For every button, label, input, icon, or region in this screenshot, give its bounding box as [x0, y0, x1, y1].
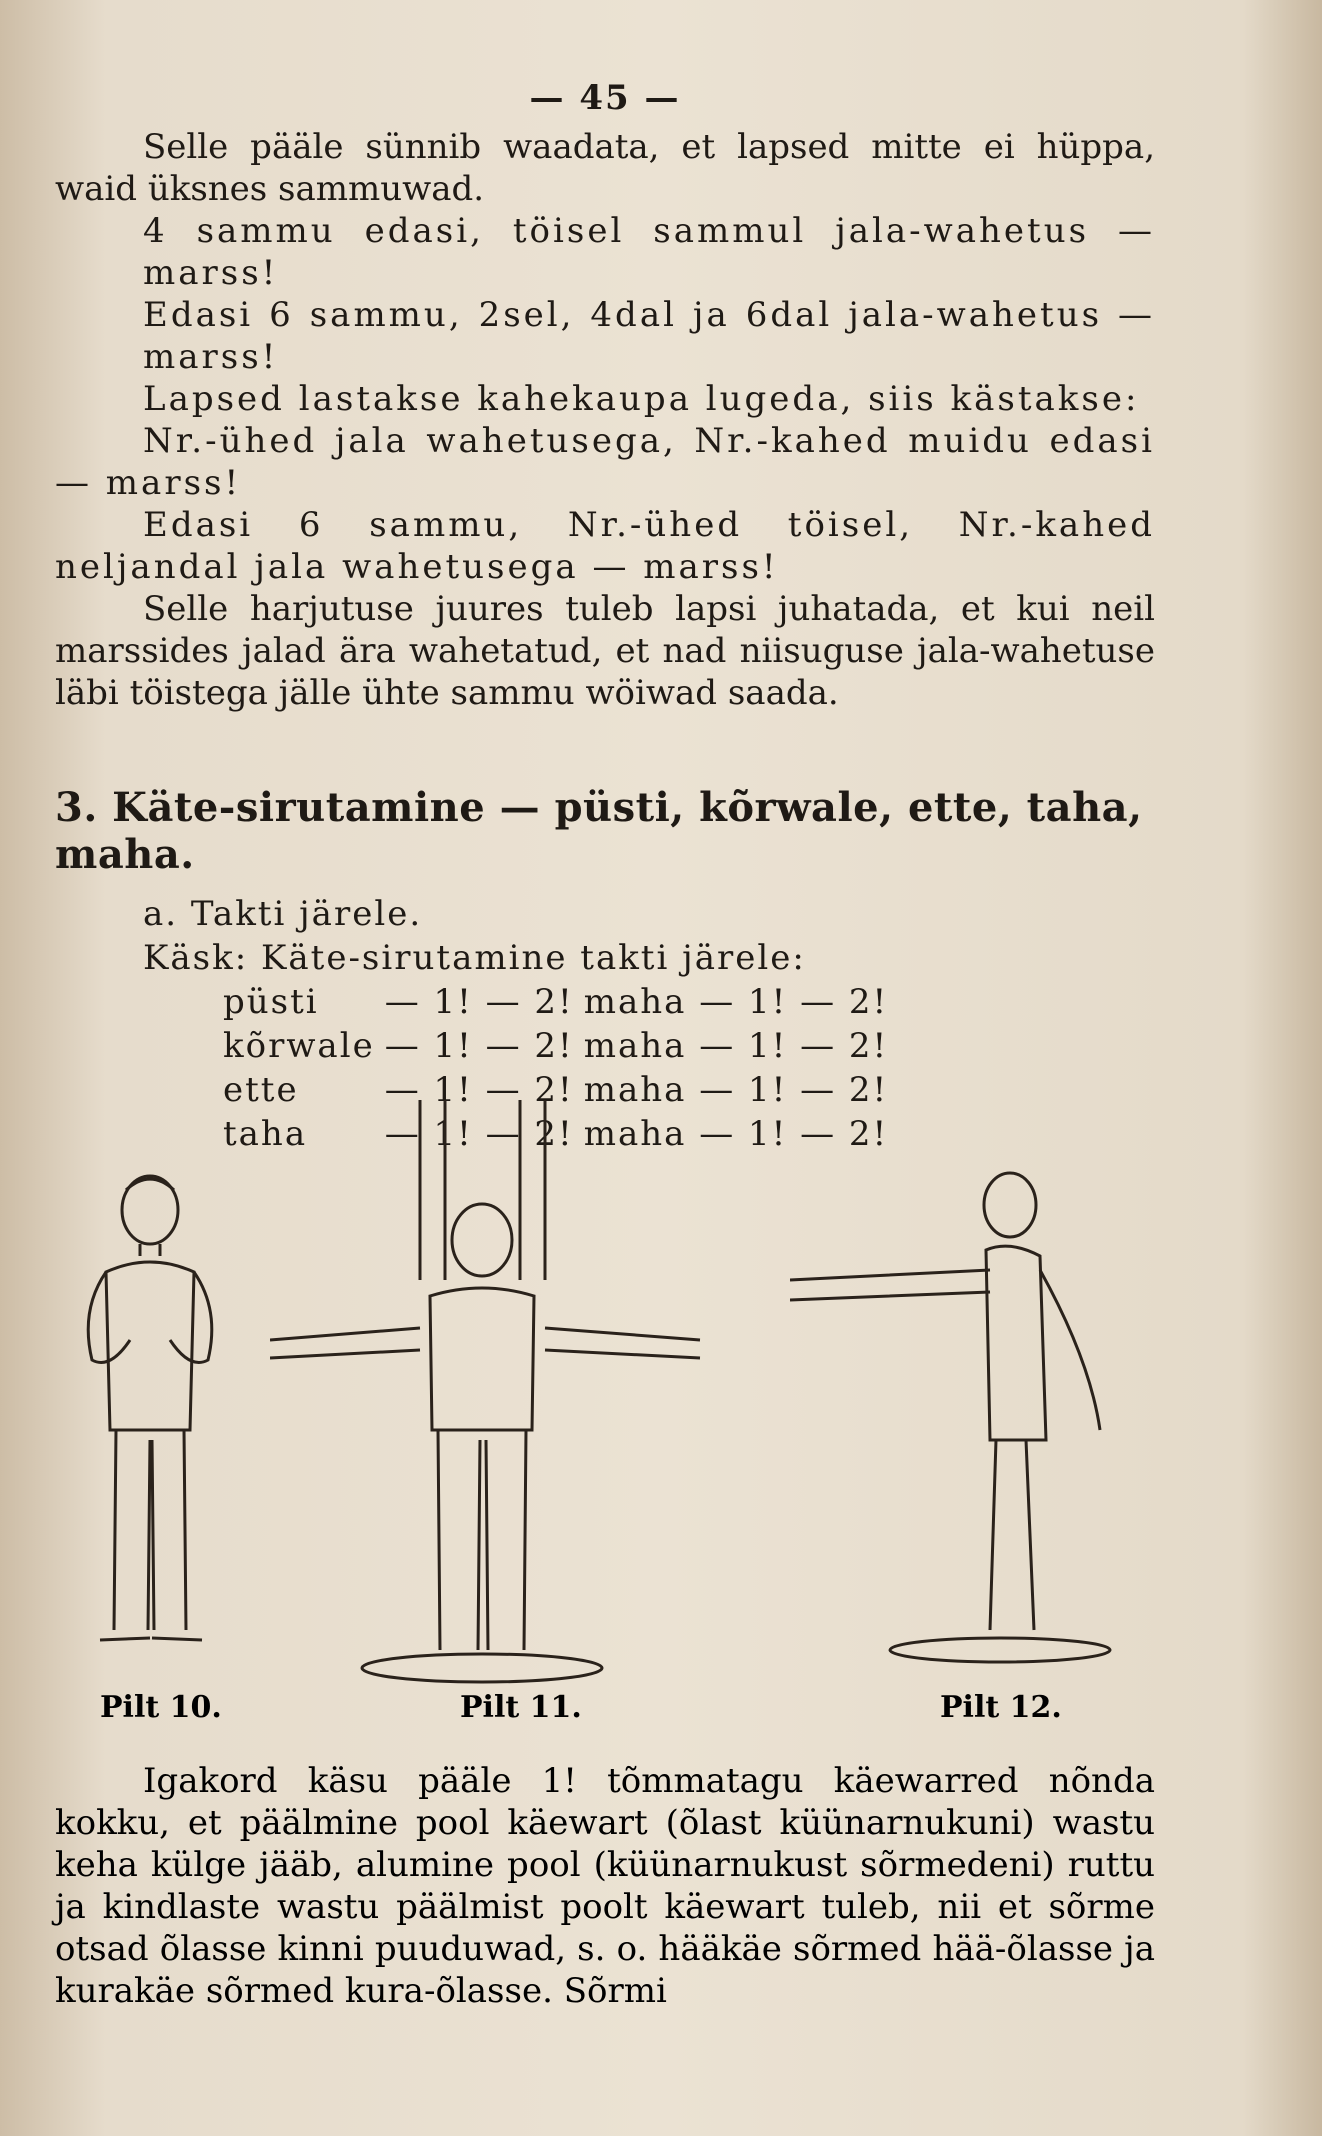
drill-direction: taha [223, 1114, 308, 1154]
figure-arms-raised-illustration [270, 1100, 710, 1690]
figure-caption: Pilt 11. [460, 1690, 582, 1725]
drill-count: — 1! — 2! [384, 1026, 574, 1066]
page-content [55, 70, 1155, 1156]
drill-direction: ette [223, 1070, 299, 1110]
page-number: — 45 — [529, 78, 681, 118]
drill-down: maha — 1! — 2! [583, 1070, 889, 1110]
command-line: Nr.-ühed jala wahetusega, Nr.-kahed muidu edasi — marss! [55, 421, 1155, 503]
drill-down: maha — 1! — 2! [583, 1114, 889, 1154]
paragraph-intro: Selle pääle sünnib waadata, et lapsed mitte ei hüppa, waid üksnes sammuwad. [55, 127, 1155, 209]
paragraph-arm-instructions: Igakord käsu pääle 1! tõmmatagu käewarred nõnda kokku, et päälmine pool käewart (õlast küünarnukuni) wastu keha külge jääb, alumine pool (küünarnukust sõrmedeni) ruttu ja kindlaste wastu päälmist poolt käewart tuleb, nii et sõrme otsad õlasse kinni puuduwad, s. o. hääkäe sõrmed hää-õlasse ja kurakäe sõrmed kura-õlasse. Sõrmi [55, 1761, 1155, 2011]
command-line: 4 sammu edasi, töisel sammul jala-wahetus — marss! [143, 211, 1155, 293]
march-commands [55, 210, 1155, 420]
command-line: Edasi 6 sammu, Nr.-ühed töisel, Nr.-kahed neljandal jala wahetusega — marss! [55, 505, 1155, 587]
section-heading: 3. Käte-sirutamine — püsti, kõrwale, ette, taha, maha. [55, 784, 1143, 878]
figure-caption: Pilt 12. [940, 1690, 1062, 1725]
drill-down: maha — 1! — 2! [583, 1026, 889, 1066]
drill-down: maha — 1! — 2! [583, 982, 889, 1022]
figure-arm-forward-illustration [790, 1160, 1120, 1680]
illustrations [60, 1100, 1160, 1740]
subsection-heading: a. Takti järele. [143, 894, 423, 934]
paragraph-instruction: Selle harjutuse juures tuleb lapsi juhatada, et kui neil marssides jalad ära wahetatud, et nad niisuguse jala-wahetuse läbi töistega jälle ühte sammu wöiwad saada. [55, 589, 1155, 713]
command-line: Edasi 6 sammu, 2sel, 4dal ja 6dal jala-wahetus — marss! [143, 295, 1155, 377]
figure-caption: Pilt 10. [100, 1690, 222, 1725]
drill-direction: püsti [223, 982, 319, 1022]
page-bottom-text [55, 1760, 1155, 2012]
drill-row [223, 980, 898, 1024]
figure-arms-bent-illustration [70, 1160, 230, 1680]
drill-count: — 1! — 2! [384, 1114, 574, 1154]
command-line: Lapsed lastakse kahekaupa lugeda, siis kästakse: [143, 379, 1140, 419]
drill-direction: kõrwale [223, 1026, 375, 1066]
drill-row [223, 1024, 898, 1068]
command-label: Käsk: Käte-sirutamine takti järele: [143, 938, 806, 978]
drill-count: — 1! — 2! [384, 982, 574, 1022]
drill-count: — 1! — 2! [384, 1070, 574, 1110]
